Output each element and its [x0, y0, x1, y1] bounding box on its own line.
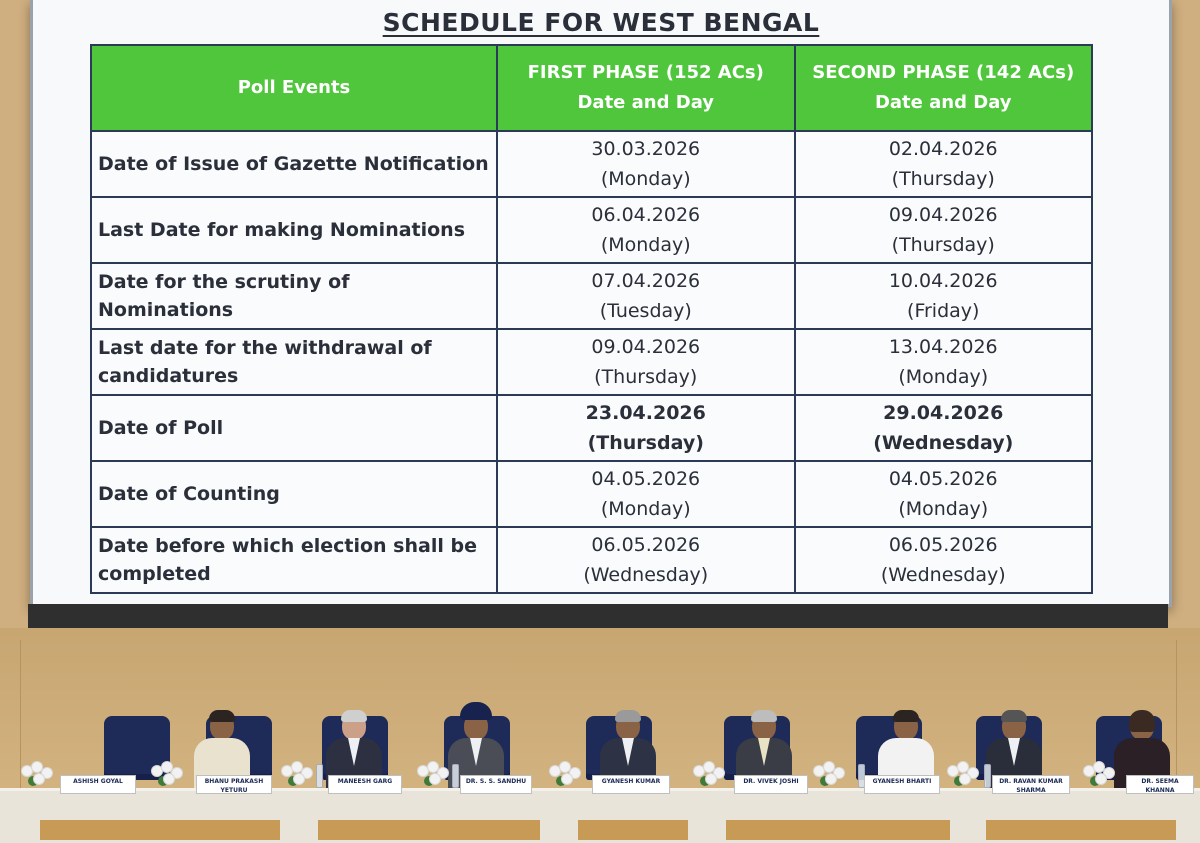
nameplate	[460, 775, 532, 794]
header-poll-events	[91, 45, 497, 131]
screen-title	[33, 8, 1169, 37]
flower-bouquet	[1080, 762, 1120, 790]
date: 06.04.2026	[591, 204, 701, 226]
day: (Monday)	[600, 168, 691, 190]
phase2-cell	[795, 461, 1093, 527]
table-row	[91, 461, 1092, 527]
nameplate-name: GYANESH KUMAR	[601, 778, 661, 785]
phase2-cell	[795, 329, 1093, 395]
phase1-cell	[497, 527, 794, 593]
date: 06.05.2026	[888, 534, 998, 556]
date: 10.04.2026	[888, 270, 998, 292]
nameplate-name: GYANESH BHARTI	[872, 778, 932, 785]
nameplate-name: DR. S. S. SANDHU	[465, 778, 527, 785]
flower-bouquet	[414, 762, 454, 790]
stage-panel	[1176, 640, 1177, 790]
water-bottle	[316, 764, 323, 788]
flower-bouquet	[148, 762, 188, 790]
phase2-cell	[795, 197, 1093, 263]
water-bottle	[452, 764, 459, 788]
day: (Thursday)	[594, 366, 698, 388]
nameplate	[992, 775, 1070, 794]
event-cell: Last date for the withdrawal of candidatures	[91, 329, 497, 395]
header-label: Poll Events	[237, 77, 351, 98]
schedule-table	[90, 44, 1093, 594]
event-cell: Date of Poll	[91, 395, 497, 461]
date: 07.04.2026	[591, 270, 701, 292]
date: 13.04.2026	[888, 336, 998, 358]
day: (Thursday)	[587, 432, 704, 454]
day: (Monday)	[898, 366, 989, 388]
nameplate-name: MANEESH GARG	[337, 778, 393, 785]
table-row	[91, 263, 1092, 329]
phase2-cell	[795, 527, 1093, 593]
phase1-cell	[497, 197, 794, 263]
nameplate	[592, 775, 670, 794]
nameplate	[328, 775, 402, 794]
phase2-cell	[795, 395, 1093, 461]
day: (Tuesday)	[599, 300, 692, 322]
day: (Thursday)	[891, 234, 995, 256]
day: (Wednesday)	[583, 564, 709, 586]
date: 09.04.2026	[591, 336, 701, 358]
date: 04.05.2026	[591, 468, 701, 490]
nameplate	[734, 775, 808, 794]
day: (Monday)	[600, 234, 691, 256]
screen-title-text: SCHEDULE FOR WEST BENGAL	[382, 8, 820, 37]
header-first-phase	[497, 45, 794, 131]
projection-screen	[30, 0, 1172, 607]
flower-bouquet	[546, 762, 586, 790]
nameplate-name: DR. VIVEK JOSHI	[743, 778, 799, 785]
date: 02.04.2026	[888, 138, 998, 160]
desk-panel	[40, 820, 280, 840]
phase1-cell	[497, 263, 794, 329]
flower-bouquet	[278, 762, 318, 790]
header-second-phase	[795, 45, 1093, 131]
nameplate	[196, 775, 272, 794]
header-sublabel: Date and Day	[874, 92, 1012, 113]
flower-bouquet	[18, 762, 58, 790]
day: (Wednesday)	[873, 432, 1014, 454]
date: 09.04.2026	[888, 204, 998, 226]
event-cell: Date for the scrutiny of Nominations	[91, 263, 497, 329]
date: 04.05.2026	[888, 468, 998, 490]
desk-panel	[726, 820, 950, 840]
desk-panel	[318, 820, 540, 840]
flower-bouquet	[690, 762, 730, 790]
event-cell: Last Date for making Nominations	[91, 197, 497, 263]
nameplate-name: ASHISH GOYAL	[73, 778, 123, 785]
nameplate	[864, 775, 940, 794]
table-row	[91, 197, 1092, 263]
nameplate-name: BHANU PRAKASH YETURU	[204, 778, 264, 794]
table-header-row	[91, 45, 1092, 131]
event-cell: Date before which election shall be completed	[91, 527, 497, 593]
nameplate-name: DR. SEEMA KHANNA	[1141, 778, 1179, 794]
date: 30.03.2026	[591, 138, 701, 160]
table-row	[91, 527, 1092, 593]
phase1-cell	[497, 461, 794, 527]
table-row	[91, 329, 1092, 395]
desk-panel	[986, 820, 1176, 840]
flower-bouquet	[944, 762, 984, 790]
phase2-cell	[795, 263, 1093, 329]
screen-bezel	[28, 604, 1168, 628]
nameplate	[1126, 775, 1194, 794]
header-label: FIRST PHASE (152 ACs)	[527, 62, 764, 83]
desk-panel	[578, 820, 688, 840]
day: (Wednesday)	[880, 564, 1006, 586]
header-label: SECOND PHASE (142 ACs)	[812, 62, 1075, 83]
date: 29.04.2026	[883, 402, 1004, 424]
phase1-cell	[497, 395, 794, 461]
flower-bouquet	[810, 762, 850, 790]
date: 23.04.2026	[585, 402, 706, 424]
nameplate	[60, 775, 136, 794]
event-cell: Date of Counting	[91, 461, 497, 527]
day: (Monday)	[600, 498, 691, 520]
phase2-cell	[795, 131, 1093, 197]
event-cell: Date of Issue of Gazette Notification	[91, 131, 497, 197]
day: (Monday)	[898, 498, 989, 520]
table-row	[91, 131, 1092, 197]
phase1-cell	[497, 329, 794, 395]
day: (Thursday)	[891, 168, 995, 190]
day: (Friday)	[907, 300, 980, 322]
header-sublabel: Date and Day	[577, 92, 715, 113]
phase1-cell	[497, 131, 794, 197]
date: 06.05.2026	[591, 534, 701, 556]
water-bottle	[984, 764, 991, 788]
nameplate-name: DR. RAVAN KUMAR SHARMA	[999, 778, 1063, 794]
table-row-poll	[91, 395, 1092, 461]
